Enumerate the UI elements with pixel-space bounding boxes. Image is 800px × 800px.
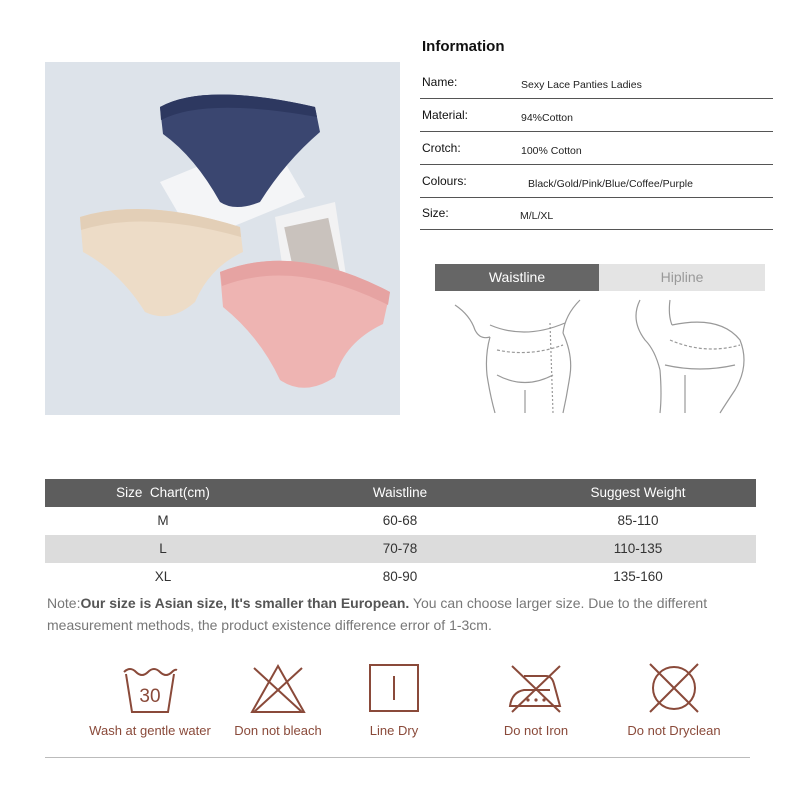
cell-size: L bbox=[159, 541, 167, 556]
care-wash bbox=[80, 662, 220, 738]
info-value: 94%Cotton bbox=[521, 112, 573, 124]
cell-waistline: 60-68 bbox=[382, 513, 418, 528]
hipline-illustration bbox=[600, 295, 765, 420]
header-suggest-weight: Suggest Weight bbox=[590, 485, 686, 500]
care-dryclean bbox=[604, 662, 744, 738]
size-table-header bbox=[45, 479, 756, 507]
info-value: Sexy Lace Panties Ladies bbox=[521, 79, 642, 91]
care-label: Wash at gentle water bbox=[89, 723, 211, 738]
line-dry-icon bbox=[364, 662, 424, 714]
info-title: Information bbox=[422, 38, 505, 55]
divider bbox=[45, 757, 750, 758]
care-label: Do not Dryclean bbox=[627, 723, 721, 738]
cell-waistline: 70-78 bbox=[382, 541, 418, 556]
info-row-crotch bbox=[420, 132, 773, 165]
info-value: M/L/XL bbox=[520, 210, 554, 222]
wash-30-icon bbox=[120, 662, 180, 714]
info-label: Crotch: bbox=[422, 141, 461, 155]
info-label: Size: bbox=[422, 206, 449, 220]
info-row-material bbox=[420, 99, 773, 132]
table-row bbox=[45, 535, 756, 563]
info-label: Name: bbox=[422, 75, 458, 89]
care-label: Do not Iron bbox=[503, 723, 569, 738]
header-waistline: Waistline bbox=[372, 485, 428, 500]
waistline-illustration bbox=[435, 295, 595, 420]
care-label: Don not bleach bbox=[234, 723, 322, 738]
cell-weight: 85-110 bbox=[617, 513, 659, 528]
care-iron bbox=[466, 662, 606, 738]
info-row-colours bbox=[420, 165, 773, 198]
cell-size: XL bbox=[154, 569, 172, 584]
info-row-size bbox=[420, 197, 773, 230]
cell-size: M bbox=[157, 513, 169, 528]
wash-temperature: 30 bbox=[139, 686, 161, 707]
header-size-chart: Size Chart(cm) bbox=[116, 485, 210, 500]
info-value: Black/Gold/Pink/Blue/Coffee/Purple bbox=[528, 178, 693, 190]
info-label: Colours: bbox=[422, 174, 467, 188]
cell-weight: 110-135 bbox=[613, 541, 663, 556]
info-label: Material: bbox=[422, 108, 469, 122]
cell-waistline: 80-90 bbox=[382, 569, 418, 584]
cell-weight: 135-160 bbox=[613, 569, 663, 584]
care-label: Line Dry bbox=[369, 723, 419, 738]
no-iron-icon bbox=[506, 662, 566, 714]
table-row bbox=[45, 563, 756, 591]
tab-hipline[interactable]: Hipline bbox=[599, 264, 765, 291]
note-rest: You can choose larger size. Due to the different measurement methods, the product existence difference error of 1-3cm. bbox=[47, 595, 708, 633]
info-value: 100% Cotton bbox=[521, 145, 582, 157]
product-photo bbox=[45, 62, 400, 415]
tab-waistline[interactable]: Waistline bbox=[435, 264, 599, 291]
size-note bbox=[47, 592, 767, 636]
no-bleach-icon bbox=[248, 662, 308, 714]
care-line-dry bbox=[324, 662, 464, 738]
note-bold: Our size is Asian size, It's smaller than European. bbox=[80, 595, 410, 611]
no-dryclean-icon bbox=[644, 662, 704, 714]
table-row bbox=[45, 507, 756, 535]
note-prefix: Note: bbox=[47, 595, 81, 611]
info-row-name bbox=[420, 66, 773, 99]
